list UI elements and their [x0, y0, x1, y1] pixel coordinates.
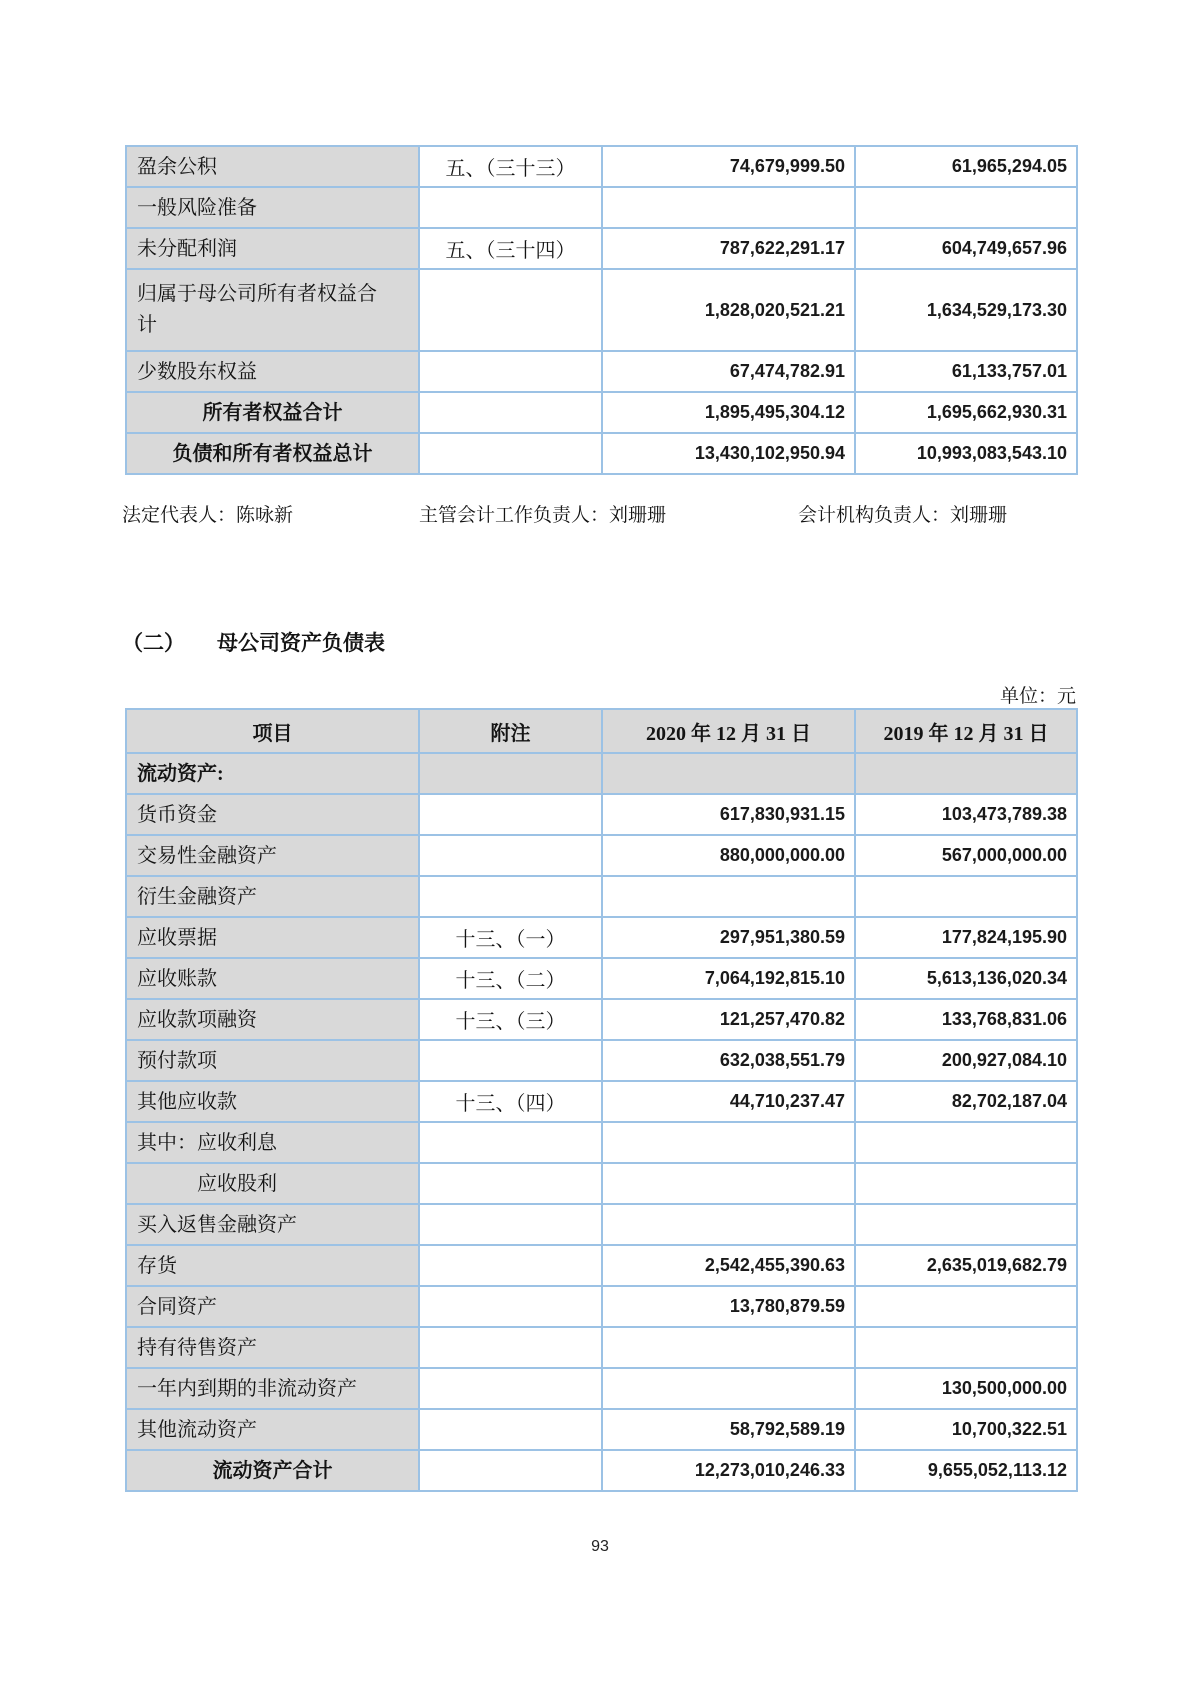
note-cell: [419, 753, 602, 794]
table-row: [126, 1122, 1077, 1163]
item-label: 交易性金融资产: [137, 844, 277, 867]
value-2019-cell: 130,500,000.00: [855, 1368, 1077, 1409]
item-cell: [126, 228, 419, 269]
item-label: 应收账款: [137, 967, 217, 990]
item-cell: [126, 999, 419, 1040]
note-cell: [419, 392, 602, 433]
item-cell: [126, 835, 419, 876]
value-2020-cell: 2,542,455,390.63: [602, 1245, 855, 1286]
item-cell: [126, 1409, 419, 1450]
note-cell: [419, 1409, 602, 1450]
value-2019-cell: 5,613,136,020.34: [855, 958, 1077, 999]
value-2019-cell: [855, 1204, 1077, 1245]
note-cell: 五、（三十三）: [419, 146, 602, 187]
item-label: 持有待售资产: [137, 1336, 257, 1359]
table-row: [126, 1081, 1077, 1122]
header-date-2020: 2020 年 12 月 31 日: [602, 709, 855, 753]
item-cell: [126, 794, 419, 835]
item-cell: [126, 1204, 419, 1245]
value-2020-cell: [602, 1163, 855, 1204]
table-row: [126, 392, 1077, 433]
value-2020-cell: 58,792,589.19: [602, 1409, 855, 1450]
value-2019-cell: 1,695,662,930.31: [855, 392, 1077, 433]
item-label: 衍生金融资产: [137, 885, 257, 908]
value-2019-cell: [855, 1122, 1077, 1163]
item-label: 流动资产合计: [212, 1459, 333, 1482]
value-2019-cell: 2,635,019,682.79: [855, 1245, 1077, 1286]
item-label: 一年内到期的非流动资产: [137, 1377, 357, 1400]
value-2020-cell: [602, 753, 855, 794]
table-row: [126, 351, 1077, 392]
note-cell: [419, 1286, 602, 1327]
value-2020-cell: 787,622,291.17: [602, 228, 855, 269]
value-2020-cell: 44,710,237.47: [602, 1081, 855, 1122]
table-row: [126, 876, 1077, 917]
table-row: [126, 269, 1077, 351]
item-label: 盈余公积: [137, 155, 217, 178]
value-2019-cell: [855, 1163, 1077, 1204]
value-2019-cell: [855, 1286, 1077, 1327]
item-label: 其他应收款: [137, 1090, 237, 1113]
table-row: [126, 146, 1077, 187]
note-cell: [419, 1163, 602, 1204]
accounting-work-head: 主管会计工作负责人：刘珊珊: [419, 505, 667, 526]
table-row: [126, 835, 1077, 876]
page-number: 93: [591, 1538, 609, 1555]
table-header: [126, 709, 1077, 753]
signature-row: [0, 500, 1200, 530]
section-index: （二）: [122, 631, 185, 655]
value-2020-cell: 13,780,879.59: [602, 1286, 855, 1327]
value-2020-cell: 7,064,192,815.10: [602, 958, 855, 999]
value-2020-cell: [602, 1368, 855, 1409]
equity-table-body: [126, 146, 1077, 474]
item-label: 买入返售金融资产: [137, 1213, 297, 1236]
item-label: 存货: [137, 1254, 177, 1277]
value-2020-cell: 880,000,000.00: [602, 835, 855, 876]
note-cell: [419, 876, 602, 917]
value-2020-cell: 297,951,380.59: [602, 917, 855, 958]
section-title: 母公司资产负债表: [217, 631, 385, 655]
value-2019-cell: 1,634,529,173.30: [855, 269, 1077, 351]
item-cell: [126, 187, 419, 228]
item-cell: [126, 433, 419, 474]
item-label: 合同资产: [137, 1295, 217, 1318]
table-row: [126, 958, 1077, 999]
item-cell: [126, 1368, 419, 1409]
item-label: 应收股利: [197, 1172, 277, 1195]
note-cell: [419, 835, 602, 876]
table-row: [126, 228, 1077, 269]
note-cell: 十三、（三）: [419, 999, 602, 1040]
item-cell: [126, 753, 419, 794]
note-cell: [419, 1368, 602, 1409]
item-cell: [126, 1163, 419, 1204]
value-2019-cell: 200,927,084.10: [855, 1040, 1077, 1081]
table-row: [126, 999, 1077, 1040]
value-2020-cell: [602, 187, 855, 228]
table-row: [126, 187, 1077, 228]
table-row: [126, 1204, 1077, 1245]
table-row: [126, 917, 1077, 958]
item-cell: [126, 269, 419, 351]
table-row: [126, 1163, 1077, 1204]
table-row: [126, 1450, 1077, 1491]
table-row: [126, 1040, 1077, 1081]
value-2019-cell: 9,655,052,113.12: [855, 1450, 1077, 1491]
table-row: [126, 1327, 1077, 1368]
item-cell: [126, 351, 419, 392]
item-cell: [126, 1122, 419, 1163]
item-cell: [126, 958, 419, 999]
header-date-2019: 2019 年 12 月 31 日: [855, 709, 1077, 753]
value-2020-cell: [602, 1204, 855, 1245]
value-2020-cell: 67,474,782.91: [602, 351, 855, 392]
item-cell: [126, 1081, 419, 1122]
item-label: 预付款项: [137, 1049, 217, 1072]
value-2019-cell: 103,473,789.38: [855, 794, 1077, 835]
unit-label: 单位：元: [999, 686, 1076, 707]
item-label: 应收款项融资: [137, 1008, 257, 1031]
value-2020-cell: [602, 876, 855, 917]
item-cell: [126, 917, 419, 958]
note-cell: [419, 269, 602, 351]
table-row: [126, 753, 1077, 794]
item-cell: [126, 392, 419, 433]
note-cell: [419, 433, 602, 474]
accounting-org-head: 会计机构负责人：刘珊珊: [798, 505, 1008, 526]
value-2019-cell: 133,768,831.06: [855, 999, 1077, 1040]
note-cell: [419, 351, 602, 392]
value-2019-cell: 82,702,187.04: [855, 1081, 1077, 1122]
note-cell: [419, 1122, 602, 1163]
value-2019-cell: [855, 187, 1077, 228]
note-cell: [419, 1040, 602, 1081]
table-row: [126, 1409, 1077, 1450]
item-cell: [126, 1327, 419, 1368]
note-cell: [419, 1204, 602, 1245]
item-cell: [126, 1040, 419, 1081]
table-row: [126, 1286, 1077, 1327]
note-cell: [419, 187, 602, 228]
note-cell: [419, 794, 602, 835]
item-label: 少数股东权益: [137, 360, 257, 383]
item-label: 负债和所有者权益总计: [172, 442, 373, 465]
equity-table-continued: [125, 145, 1078, 475]
note-cell: 十三、（二）: [419, 958, 602, 999]
item-label: 货币资金: [137, 803, 217, 826]
note-cell: [419, 1245, 602, 1286]
value-2020-cell: [602, 1122, 855, 1163]
value-2019-cell: 604,749,657.96: [855, 228, 1077, 269]
value-2020-cell: 74,679,999.50: [602, 146, 855, 187]
value-2020-cell: 632,038,551.79: [602, 1040, 855, 1081]
item-label: 流动资产:: [137, 762, 224, 785]
value-2019-cell: [855, 1327, 1077, 1368]
item-label: 所有者权益合计: [202, 401, 343, 424]
item-label: 一般风险准备: [137, 196, 257, 219]
item-label: 未分配利润: [137, 237, 237, 260]
table-row: [126, 433, 1077, 474]
header-row: [126, 709, 1077, 753]
legal-representative: 法定代表人：陈咏新: [122, 505, 294, 526]
table-row: [126, 794, 1077, 835]
item-cell: [126, 1245, 419, 1286]
value-2019-cell: 177,824,195.90: [855, 917, 1077, 958]
item-label: 其中：应收利息: [137, 1131, 277, 1154]
note-cell: 五、（三十四）: [419, 228, 602, 269]
value-2020-cell: 121,257,470.82: [602, 999, 855, 1040]
value-2019-cell: 61,965,294.05: [855, 146, 1077, 187]
parent-balance-sheet-body: [126, 753, 1077, 1491]
table-row: [126, 1245, 1077, 1286]
note-cell: [419, 1450, 602, 1491]
value-2020-cell: 1,828,020,521.21: [602, 269, 855, 351]
value-2019-cell: 10,993,083,543.10: [855, 433, 1077, 474]
parent-balance-sheet-table: [125, 708, 1078, 1492]
note-cell: 十三、（一）: [419, 917, 602, 958]
note-cell: [419, 1327, 602, 1368]
note-cell: 十三、（四）: [419, 1081, 602, 1122]
item-cell: [126, 876, 419, 917]
value-2019-cell: 567,000,000.00: [855, 835, 1077, 876]
value-2020-cell: 1,895,495,304.12: [602, 392, 855, 433]
section-heading: [122, 627, 385, 657]
item-label: 其他流动资产: [137, 1418, 257, 1441]
table-row: [126, 1368, 1077, 1409]
header-item: 项目: [126, 709, 419, 753]
item-label: 应收票据: [137, 926, 217, 949]
item-cell: [126, 146, 419, 187]
value-2019-cell: [855, 753, 1077, 794]
value-2020-cell: 617,830,931.15: [602, 794, 855, 835]
value-2019-cell: 10,700,322.51: [855, 1409, 1077, 1450]
item-cell: [126, 1450, 419, 1491]
value-2019-cell: 61,133,757.01: [855, 351, 1077, 392]
item-label: 归属于母公司所有者权益合计: [137, 283, 377, 336]
value-2020-cell: [602, 1327, 855, 1368]
value-2020-cell: 12,273,010,246.33: [602, 1450, 855, 1491]
value-2020-cell: 13,430,102,950.94: [602, 433, 855, 474]
header-note: 附注: [419, 709, 602, 753]
item-cell: [126, 1286, 419, 1327]
value-2019-cell: [855, 876, 1077, 917]
